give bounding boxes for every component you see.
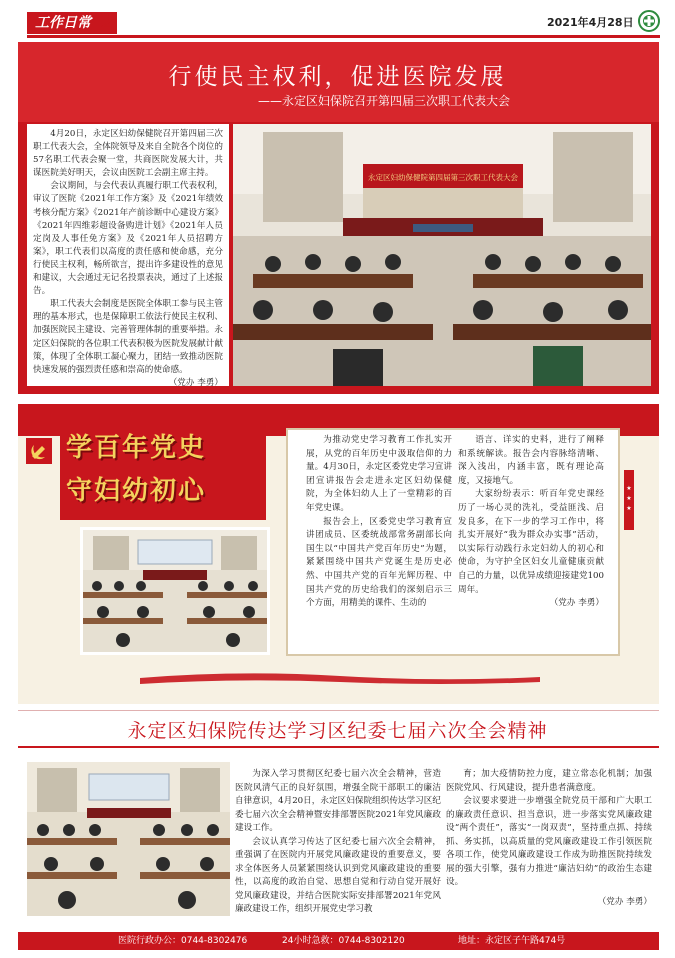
article3-column-1 [235, 768, 441, 917]
article2-paragraph: 报告会上，区委党史学习教育宣讲团成员、区委统战部常务副部长向国生以“中国共产党百年历史”为题，紧紧围绕中国共产党诞生是历史必然、中国共产党的百年光辉历程、中国共产党的历史给我们的深刻启示三个方面，用精美的课件、生动的 [306, 516, 452, 609]
article2-paragraph: 大家纷纷表示：听百年党史课经历了一场心灵的洗礼，受益匪浅、启发良多，在下一步的学习工作中，将扎实开展好“我为群众办实事”活动，以实际行动践行永定妇幼人的初心和使命，为守护全区妇女儿童健康贡献自己的力量，以优异成绩迎接建党100周年。 [458, 489, 604, 595]
article1-paragraph: 会议期间，与会代表认真履行职工代表权利，审议了医院《2021年工作方案》及《2021年绩效考核分配方案》《2021年产前诊断中心建设方案》《2021年四维彩超设备购进计划》《2021年人员定岗及人事任免方案》及《2021年人员招聘方案》，职工代表们以高度的责任感和使命感，充分行使民主权利，畅所欲言，提出许多建设性的意见和建议，大会通过无记名投票表决，通过了上述报告。 [33, 181, 223, 297]
party-emblem-icon [26, 438, 52, 464]
article2-signature: （党办 李勇） [549, 598, 604, 609]
section-tag: 工作日常 [27, 12, 117, 34]
footer-emergency-phone: 24小时急救：0744-8302120 [282, 936, 405, 946]
issue-date: 2021年4月28日 [547, 16, 634, 29]
hospital-logo-icon [638, 10, 660, 32]
article2-paragraph: 为推动党史学习教育工作扎实开展，从党的百年历史中汲取信仰的力量。4月30日，永定区委党史学习宣讲团宣讲报告会走进永定区妇幼保健院，为全体妇幼人上了一堂精彩的百年党史课。 [306, 435, 452, 513]
svg-text:★: ★ [626, 505, 632, 512]
article3-rule [18, 746, 659, 748]
article3-photo [27, 762, 230, 916]
decorative-brush-stroke [140, 668, 540, 688]
header-rule [27, 35, 660, 38]
article3-paragraph: 育；加大疫情防控力度，建立常态化机制；加强医院党风、行风建设，提升患者满意度。 [446, 769, 652, 793]
article2-column-1 [306, 434, 452, 644]
article3-paragraph: 会议要求要进一步增强全院党员干部和广大职工的廉政责任意识、担当意识，进一步落实党风廉政建设“两个责任”，落实“一岗双责”，坚持重点抓、持续抓、务实抓，以高质量的党风廉政建设工作引领医院各项工作，使党风廉政建设工作成为助推医院持续发展的强大引擎，强有力推进“廉洁妇幼”的政治生态建设。 [446, 796, 652, 887]
article3-paragraph: 为深入学习贯彻区纪委七届六次全会精神，营造医院风清气正的良好氛围，增强全院干部职工的廉洁自律意识，4月20日，永定区妇保院组织传达学习区纪委七届六次全会精神暨安排部署医院2021年党风廉政建设工作。 [235, 769, 441, 833]
article1-paragraph: 4月20日，永定区妇幼保健院召开第四届三次职工代表大会，全体院领导及来自全院各个岗位的57名职工代表会聚一堂，共商医院发展大计，共谋医院美好明天，会议由医院工会副主席主持。 [33, 129, 223, 179]
svg-text:★: ★ [626, 485, 632, 492]
slogan-line-1: 学百年党史 [66, 433, 207, 463]
article1-body [27, 124, 229, 386]
slogan-line-2: 守妇幼初心 [66, 476, 207, 506]
article3-title: 永定区妇保院传达学习区纪委七届六次全会精神 [127, 720, 548, 742]
article2-column-2 [458, 434, 604, 644]
svg-text:★: ★ [626, 495, 632, 502]
footer-address: 地址：永定区子午路474号 [458, 936, 566, 946]
article1-subtitle: ——永定区妇保院召开第四届三次职工代表大会 [258, 94, 511, 108]
article1-title: 行使民主权利，促进医院发展 [168, 64, 507, 90]
article3-top-rule [18, 710, 659, 711]
photo-banner-text: 永定区妇幼保健院第四届第三次职工代表大会 [368, 173, 518, 182]
article2-photo [80, 527, 270, 655]
article1-photo [233, 124, 651, 386]
article3-column-2 [446, 768, 652, 909]
footer-admin-phone: 医院行政办公：0744-8302476 [118, 936, 248, 946]
article3-paragraph: 会议认真学习传达了区纪委七届六次全会精神，重强调了在医院内开展党风廉政建设的重要意义，要求全体医务人员紧紧围绕认识到党风廉政建设的重要性，以高度的政治自觉、思想自觉和行动自觉开展好党风廉政建设，并结合医院实际安排部署2021年党风廉政建设工作，组织开展党史学习教 [235, 836, 441, 914]
page-number: 2 [100, 9, 116, 35]
article3-signature: （党办 李勇） [597, 896, 652, 907]
article1-paragraph: 职工代表大会制度是医院全体职工参与民主管理的基本形式，也是保障职工依法行使民主权利、加强医院民主建设、完善管理体制的重要举措。永定区妇保院的各位职工代表积极为医院发展献计献策，体现了全体职工凝心聚力，团结一致推动医院快速发展的强烈责任感和崇高的使命感。 [33, 299, 223, 375]
article1-signature: （党办 李勇） [168, 377, 223, 388]
footer-bar [18, 932, 659, 950]
decorative-stripe [624, 470, 634, 530]
article2-paragraph: 语言、详实的史料，进行了阐释和系统解读。报告会内容脉络清晰、深入浅出，内涵丰富，既有理论高度，又接地气。 [458, 435, 604, 486]
